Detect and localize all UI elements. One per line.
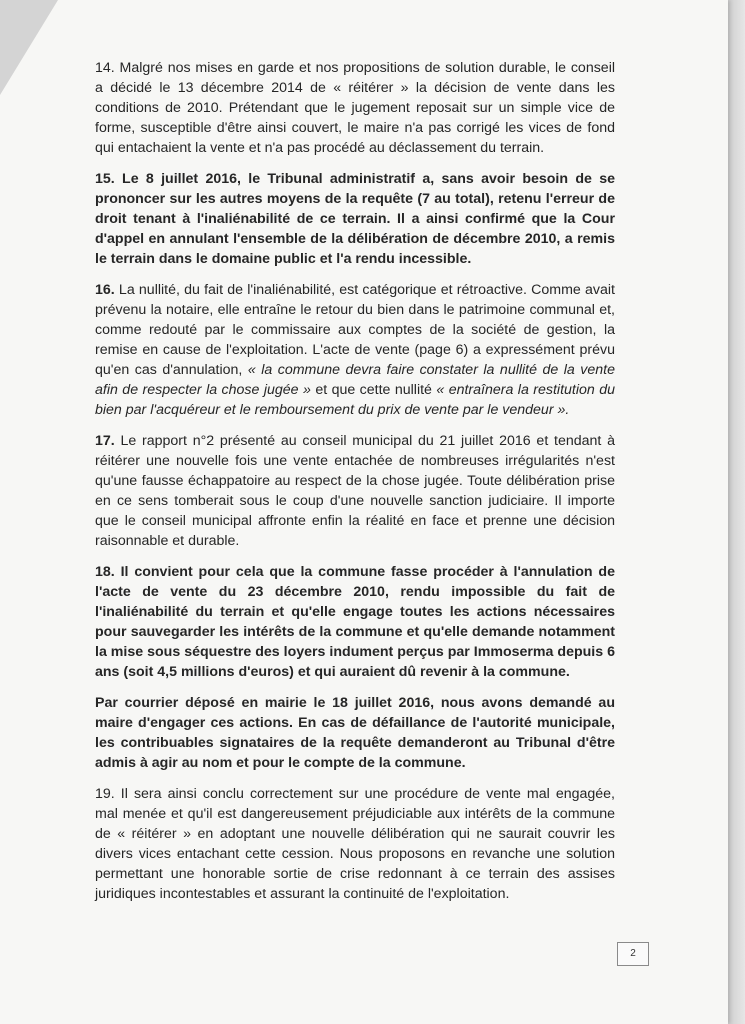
paragraph-19: 19. Il sera ainsi conclu correctement sur une procédure de vente mal engagée, mal menée et qu'il est dangereusement préjudiciable aux intérêts de la commune de « réitérer » en adoptant une nouvelle délibération qui ne saurait couvrir les divers vices entachant cette cession. Nous proposons en revanche une solution permettant une honorable sortie de crise redonnant à ce terrain des assises juridiques incontestables et assurant la continuité de l'exploitation. xyxy=(95,786,615,902)
paragraph-16 xyxy=(95,280,615,420)
paragraph-courrier: Par courrier déposé en mairie le 18 juillet 2016, nous avons demandé au maire d'engager ces actions. En cas de défaillance de l'autorité municipale, les contribuables signataires de la requête demanderont au Tribunal d'être admis à agir au nom et pour le compte de la commune. xyxy=(95,695,615,771)
paragraph-16-quote-1: « la commune devra faire constater la nullité de la vente afin de respecter la chose jugée » xyxy=(95,362,615,398)
paragraph-18: 18. Il convient pour cela que la commune fasse procéder à l'annulation de l'acte de vente du 23 décembre 2010, rendu impossible du fait de l'inaliénabilité du terrain et qu'elle engage toutes les actions nécessaires pour sauvegarder les intérêts de la commune et qu'elle demande notamment la mise sous séquestre des loyers indument perçus par Immoserma depuis 6 ans (soit 4,5 millions d'euros) et qui auraient dû revenir à la commune. xyxy=(95,564,615,680)
page-edge xyxy=(728,0,745,1024)
paragraph-16-text-b: et que cette nullité xyxy=(310,382,437,398)
paragraph-16-number: 16. xyxy=(95,282,115,298)
paragraph-17 xyxy=(95,431,615,551)
paragraph-16-quote-2: « entraînera la restitution du bien par l'acquéreur et le remboursement du prix de vente par le vendeur ». xyxy=(95,382,615,418)
document-body xyxy=(95,58,615,915)
page-number-box: 2 xyxy=(617,942,649,966)
folded-corner xyxy=(0,0,58,95)
paragraph-16-text-a: La nullité, du fait de l'inaliénabilité, est catégorique et rétroactive. Comme avait prévenu la notaire, elle entraîne le retour du bien dans le patrimoine communal et, comme redouté par le commissaire aux comptes de la société de gestion, la remise en cause de l'exploitation. L'acte de vente (page 6) a expressément prévu qu'en cas d'annulation, xyxy=(95,282,615,378)
paragraph-14: 14. Malgré nos mises en garde et nos propositions de solution durable, le conseil a décidé le 13 décembre 2014 de « réitérer » la décision de vente dans les conditions de 2010. Prétendant que le jugement reposait sur un simple vice de forme, susceptible d'être ainsi couvert, le maire n'a pas corrigé les vices de fond qui entachaient la vente et n'a pas procédé au déclassement du terrain. xyxy=(95,60,615,156)
paragraph-15: 15. Le 8 juillet 2016, le Tribunal administratif a, sans avoir besoin de se prononcer sur les autres moyens de la requête (7 au total), retenu l'erreur de droit tenant à l'inaliénabilité de ce terrain. Il a ainsi confirmé que la Cour d'appel en annulant l'ensemble de la délibération de décembre 2010, a remis le terrain dans le domaine public et l'a rendu incessible. xyxy=(95,171,615,267)
paragraph-17-number: 17. xyxy=(95,433,115,449)
paragraph-17-text: Le rapport n°2 présenté au conseil municipal du 21 juillet 2016 et tendant à réitérer une nouvelle fois une vente entachée de nombreuses irrégularités n'est qu'une fausse échappatoire au respect de la chose jugée. Toute délibération prise en ce sens tomberait sous le coup d'une nouvelle sanction judiciaire. Il importe que le conseil municipal affronte enfin la réalité en face et prenne une décision raisonnable et durable. xyxy=(95,433,615,549)
